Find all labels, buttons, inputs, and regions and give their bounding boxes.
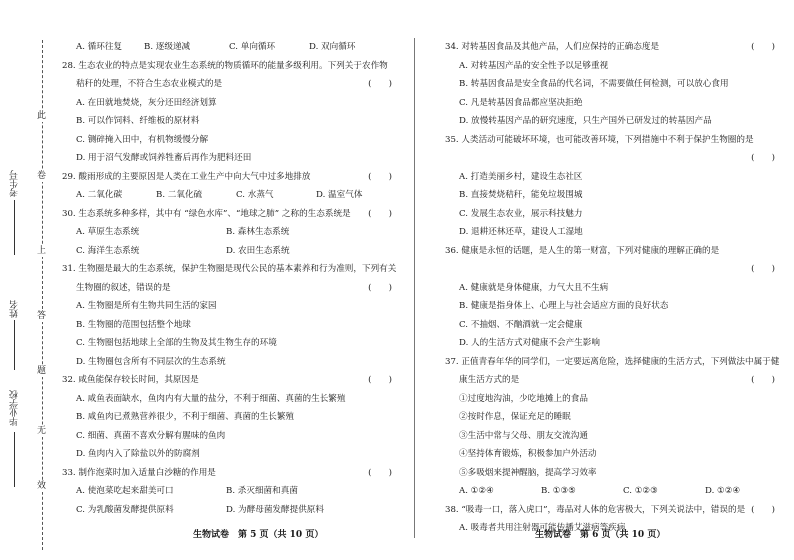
question-37-cont: 康生活方式的是 ( )	[445, 371, 775, 390]
option: D. 放慢转基因产品的研究速度，只生产国外已研发过的转基因产品	[459, 116, 712, 126]
option: B. 逐级递减	[144, 42, 191, 52]
right-page	[445, 38, 780, 538]
statement-item: ⑤多吸烟来提神醒脑，提高学习效率	[459, 467, 597, 478]
binding-char: 上	[37, 246, 47, 256]
option: D. ①②④	[705, 486, 741, 496]
option: B. 咸鱼肉已煮熟营养很少，不利于细菌、真菌的生长繁殖	[76, 412, 295, 422]
options-row	[62, 186, 392, 205]
page-footer-right: 生物试卷 第 6 页（共 10 页）	[535, 530, 666, 540]
option: B. 直接焚烧秸秆，能免垃圾围城	[459, 190, 583, 200]
answer-paren: ( )	[751, 42, 775, 52]
option: A. 生物圈是所有生物共同生活的家园	[76, 301, 217, 311]
option: C. 不抽烟、不酗酒就一定会健康	[459, 319, 583, 330]
question-36-cont	[445, 260, 775, 279]
answer-paren: ( )	[368, 375, 392, 385]
option: D. 为酵母菌发酵提供原料	[226, 504, 324, 515]
option: C. 铡碎掩入田中，有机物缓慢分解	[76, 134, 209, 145]
question-35: 35. 人类活动可能破坏环境，也可能改善环境，下列措施中不利于保护生物圈的是	[445, 134, 754, 145]
answer-paren: ( )	[368, 282, 392, 293]
option: A. 在田就地焚烧，灰分还田经济划算	[76, 97, 217, 108]
question-28-cont: 秸秆的处理，不符合生态农业模式的是 ( )	[62, 75, 392, 94]
binding-char: 效	[37, 481, 47, 491]
label-name: 姓名	[10, 300, 20, 318]
answer-paren: ( )	[751, 504, 775, 515]
option: C. 发展生态农业，展示科技魅力	[459, 208, 583, 219]
option: A. 健康就是身体健康，力气大且不生病	[459, 282, 609, 293]
column-divider	[414, 38, 415, 538]
question-31-cont: 生物圈的叙述，错误的是 ( )	[62, 279, 392, 298]
question-33: 33. 制作泡菜时加入适量白沙糖的作用是 ( )	[62, 464, 392, 483]
option: C. ①②③	[623, 486, 658, 496]
question-31: 31. 生物圈是最大的生态系统，保护生物圈是现代公民的基本素养和行为准则，下列有关	[62, 264, 397, 274]
statement-item: ④坚持体育锻炼，积极参加户外活动	[459, 449, 597, 459]
option: A. 打造美丽乡村，建设生态社区	[459, 171, 583, 182]
option: C. 凡是转基因食品都应坚决拒绝	[459, 97, 583, 108]
option: A. 二氧化碳	[76, 190, 123, 200]
answer-paren: ( )	[751, 153, 775, 163]
options-row	[62, 223, 392, 242]
option: C. 生物圈包括地球上全部的生物及其生物生存的环境	[76, 338, 277, 348]
option: D. 温室气体	[316, 190, 363, 200]
option: C. 水蒸气	[236, 190, 274, 200]
options-row	[62, 38, 392, 57]
option: A. 吸毒者共用注射器可能传播艾滋病等疾病	[459, 523, 626, 533]
answer-paren: ( )	[368, 79, 392, 89]
option: C. 海洋生态系统	[76, 245, 140, 256]
question-32: 32. 咸鱼能保存较长时间，其原因是 ( )	[62, 371, 392, 390]
option: D. 生物圈包含所有不同层次的生态系统	[76, 356, 226, 367]
question-34: 34. 对转基因食品及其他产品，人们应保持的正确态度是 ( )	[445, 38, 775, 57]
option: C. 细菌、真菌不喜欢分解有腥味的鱼肉	[76, 430, 226, 441]
label-school: 毕业学校	[10, 390, 20, 426]
answer-paren: ( )	[751, 375, 775, 385]
question-38: 38. “吸毒一口，落入虎口”，毒品对人体的危害极大，下列关说法中，错误的是 ( )	[445, 501, 775, 520]
option: D. 人的生活方式对健康不会产生影响	[459, 338, 600, 348]
option: B. 可以作饲料、纤维板的原材料	[76, 116, 200, 126]
binding-char: 卷	[37, 171, 47, 181]
statement-item: ③生活中常与父母、朋友交流沟通	[459, 430, 588, 441]
options-row	[62, 482, 392, 501]
answer-paren: ( )	[368, 171, 392, 182]
binding-char: 无	[37, 426, 47, 436]
binding-char: 此	[37, 111, 47, 121]
binding-margin	[0, 0, 58, 560]
question-37: 37. 正值青春年华的同学们，一定要远离危险，选择健康的生活方式，下列做法中属于健	[445, 356, 780, 367]
option: D. 农田生态系统	[226, 245, 290, 256]
option: B. ①③⑤	[541, 486, 576, 496]
binding-char: 题	[37, 366, 47, 376]
question-35-cont	[445, 149, 775, 168]
question-29: 29. 酸雨形成的主要原因是人类在工业生产中向大气中过多地排放 ( )	[62, 168, 392, 187]
option: A. 循环往复	[76, 42, 123, 52]
option: D. 退耕还林还草，建设人工湿地	[459, 227, 583, 237]
option: A. 咸鱼表面缺水，鱼肉内有大量的盐分，不利于细菌、真菌的生长繁殖	[76, 393, 346, 404]
option: B. 健康是指身体上、心理上与社会适应方面的良好状态	[459, 301, 669, 311]
option: B. 杀灭细菌和真菌	[226, 486, 298, 496]
left-page	[62, 38, 397, 519]
options-row	[62, 242, 392, 261]
answer-paren: ( )	[368, 208, 392, 219]
question-30: 30. 生态系统多种多样，其中有 “绿色水库”、“地球之肺” 之称的生态系统是 ( )	[62, 205, 392, 224]
option: B. 生物圈的范围包括整个地球	[76, 319, 191, 330]
option: A. ①②④	[459, 486, 494, 496]
option: B. 森林生态系统	[226, 227, 290, 237]
answer-paren: ( )	[368, 467, 392, 478]
statement-item: ①过度地沟油，少吃地摊上的食品	[459, 393, 588, 404]
question-36: 36. 健康是永恒的话题，是人生的第一财富，下列对健康的理解正确的是	[445, 245, 720, 256]
statement-item: ②按时作息，保证充足的睡眠	[459, 412, 571, 422]
option: C. 单向循环	[229, 42, 276, 52]
option: B. 转基因食品是安全食品的代名词，不需要做任何检测，可以放心食用	[459, 79, 729, 89]
options-row	[62, 501, 392, 520]
page-footer-left: 生物试卷 第 5 页（共 10 页）	[193, 530, 324, 540]
option: A. 使泡菜吃起来甜美可口	[76, 486, 174, 496]
option: D. 双向循环	[309, 42, 356, 52]
option: A. 草原生态系统	[76, 227, 140, 237]
label-exam-number: 考生号	[10, 170, 20, 197]
options-row	[445, 482, 775, 501]
option: C. 为乳酸菌发酵提供原料	[76, 504, 174, 515]
option: A. 对转基因产品的安全性予以足够重视	[459, 60, 609, 71]
option: D. 用于沼气发酵或饲养牲畜后再作为肥料还田	[76, 153, 252, 163]
option: B. 二氧化硫	[156, 190, 203, 200]
answer-paren: ( )	[751, 264, 775, 274]
question-28: 28. 生态农业的特点是实现农业生态系统的物质循环的能量多级利用。下列关于农作物	[62, 60, 388, 71]
option: D. 鱼肉内入了除盐以外的防腐剂	[76, 449, 200, 459]
binding-char: 答	[37, 311, 47, 321]
